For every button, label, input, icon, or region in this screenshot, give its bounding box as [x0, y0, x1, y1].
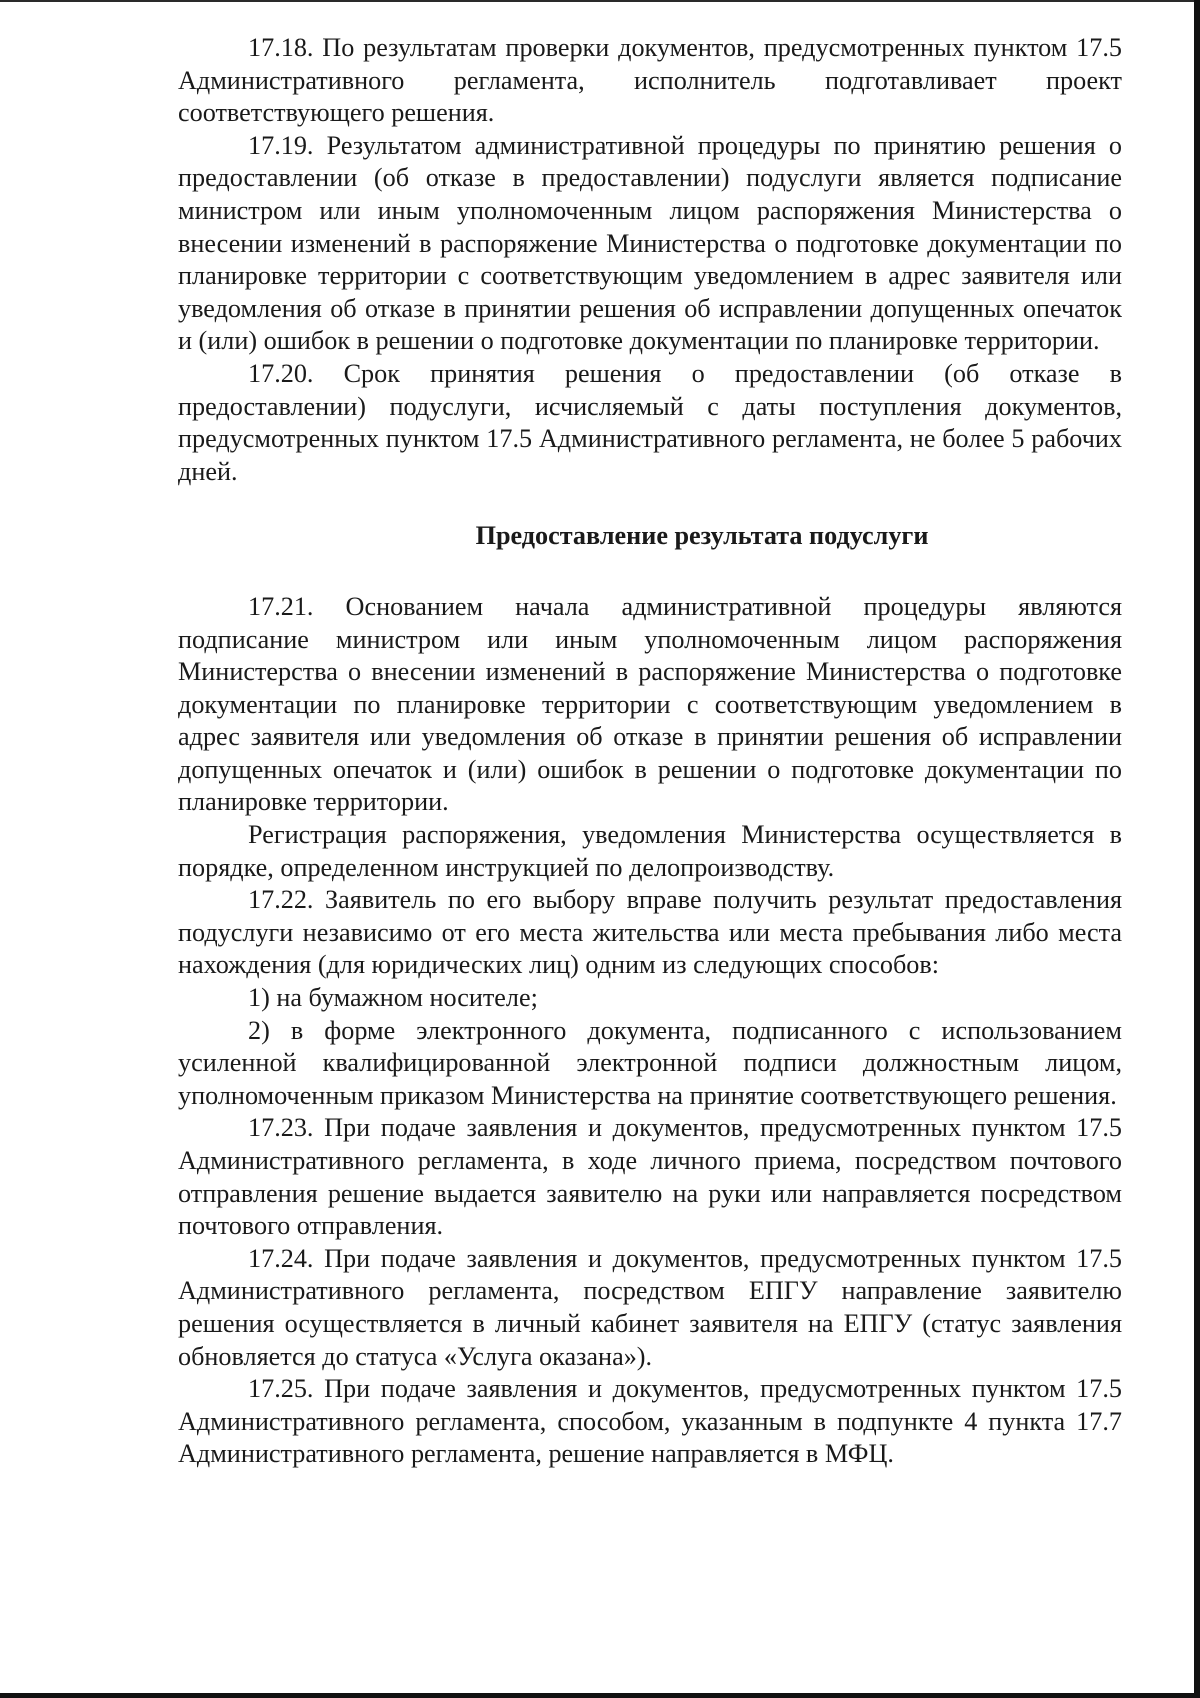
paragraph-registration: Регистрация распоряжения, уведомления Министерства осуществляется в порядке, определенном инструкцией по делопроизводству.	[178, 820, 1122, 882]
paragraph-17-20: 17.20. Срок принятия решения о предоставлении (об отказе в предоставлении) подуслуги, исчисляемый с даты поступления документов, предусмотренных пунктом 17.5 Административного регламента, не более 5 рабочих дней.	[178, 358, 1122, 486]
paragraph-17-19: 17.19. Результатом административной процедуры по принятию решения о предоставлении (об отказе в предоставлении) подуслуги является подписание министром или иным уполномоченным лицом распоряжения Министерства о внесении изменений в распоряжение Министерства о подготовке документации по планировке территории с соответствующим уведомлением в адрес заявителя или уведомления об отказе в принятии решения об исправлении допущенных опечаток и (или) ошибок в решении о подготовке документации по планировке территории.	[178, 130, 1122, 356]
paragraph-17-24: 17.24. При подаче заявления и документов, предусмотренных пунктом 17.5 Административного регламента, посредством ЕПГУ направление заявителю решения осуществляется в личный кабинет заявителя на ЕПГУ (статус заявления обновляется до статуса «Услуга оказана»).	[178, 1243, 1122, 1371]
paragraph-17-23: 17.23. При подаче заявления и документов, предусмотренных пунктом 17.5 Административного регламента, в ходе личного приема, посредством почтового отправления решение выдается заявителю на руки или направляется посредством почтового отправления.	[178, 1113, 1122, 1241]
list-item-paper: 1) на бумажном носителе;	[248, 983, 538, 1013]
section-heading: Предоставление результата подуслуги	[475, 521, 929, 551]
scan-edge-top	[0, 0, 1200, 2]
scan-edge-right	[1194, 0, 1200, 1698]
paragraph-17-25: 17.25. При подаче заявления и документов, предусмотренных пунктом 17.5 Административного регламента, способом, указанным в подпункте 4 пункта 17.7 Административного регламента, решение направляется в МФЦ.	[178, 1374, 1122, 1469]
paragraph-17-21: 17.21. Основанием начала административной процедуры являются подписание министром или иным уполномоченным лицом распоряжения Министерства о внесении изменений в распоряжение Министерства о подготовке документации по планировке территории с соответствующим уведомлением в адрес заявителя или уведомления об отказе в принятии решения об исправлении допущенных опечаток и (или) ошибок в решении о подготовке документации по планировке территории.	[178, 591, 1122, 817]
scan-edge-bottom	[0, 1693, 1200, 1698]
paragraph-17-18: 17.18. По результатам проверки документов, предусмотренных пунктом 17.5 Административного регламента, исполнитель подготавливает проект соответствующего решения.	[178, 33, 1122, 128]
list-item-electronic: 2) в форме электронного документа, подписанного с использованием усиленной квалифицированной электронной подписи должностным лицом, уполномоченным приказом Министерства на принятие соответствующего решения.	[178, 1015, 1122, 1110]
document-body	[178, 32, 1122, 1471]
paragraph-17-22: 17.22. Заявитель по его выбору вправе получить результат предоставления подуслуги независимо от его места жительства или места пребывания либо места нахождения (для юридических лиц) одним из следующих способов:	[178, 885, 1122, 980]
